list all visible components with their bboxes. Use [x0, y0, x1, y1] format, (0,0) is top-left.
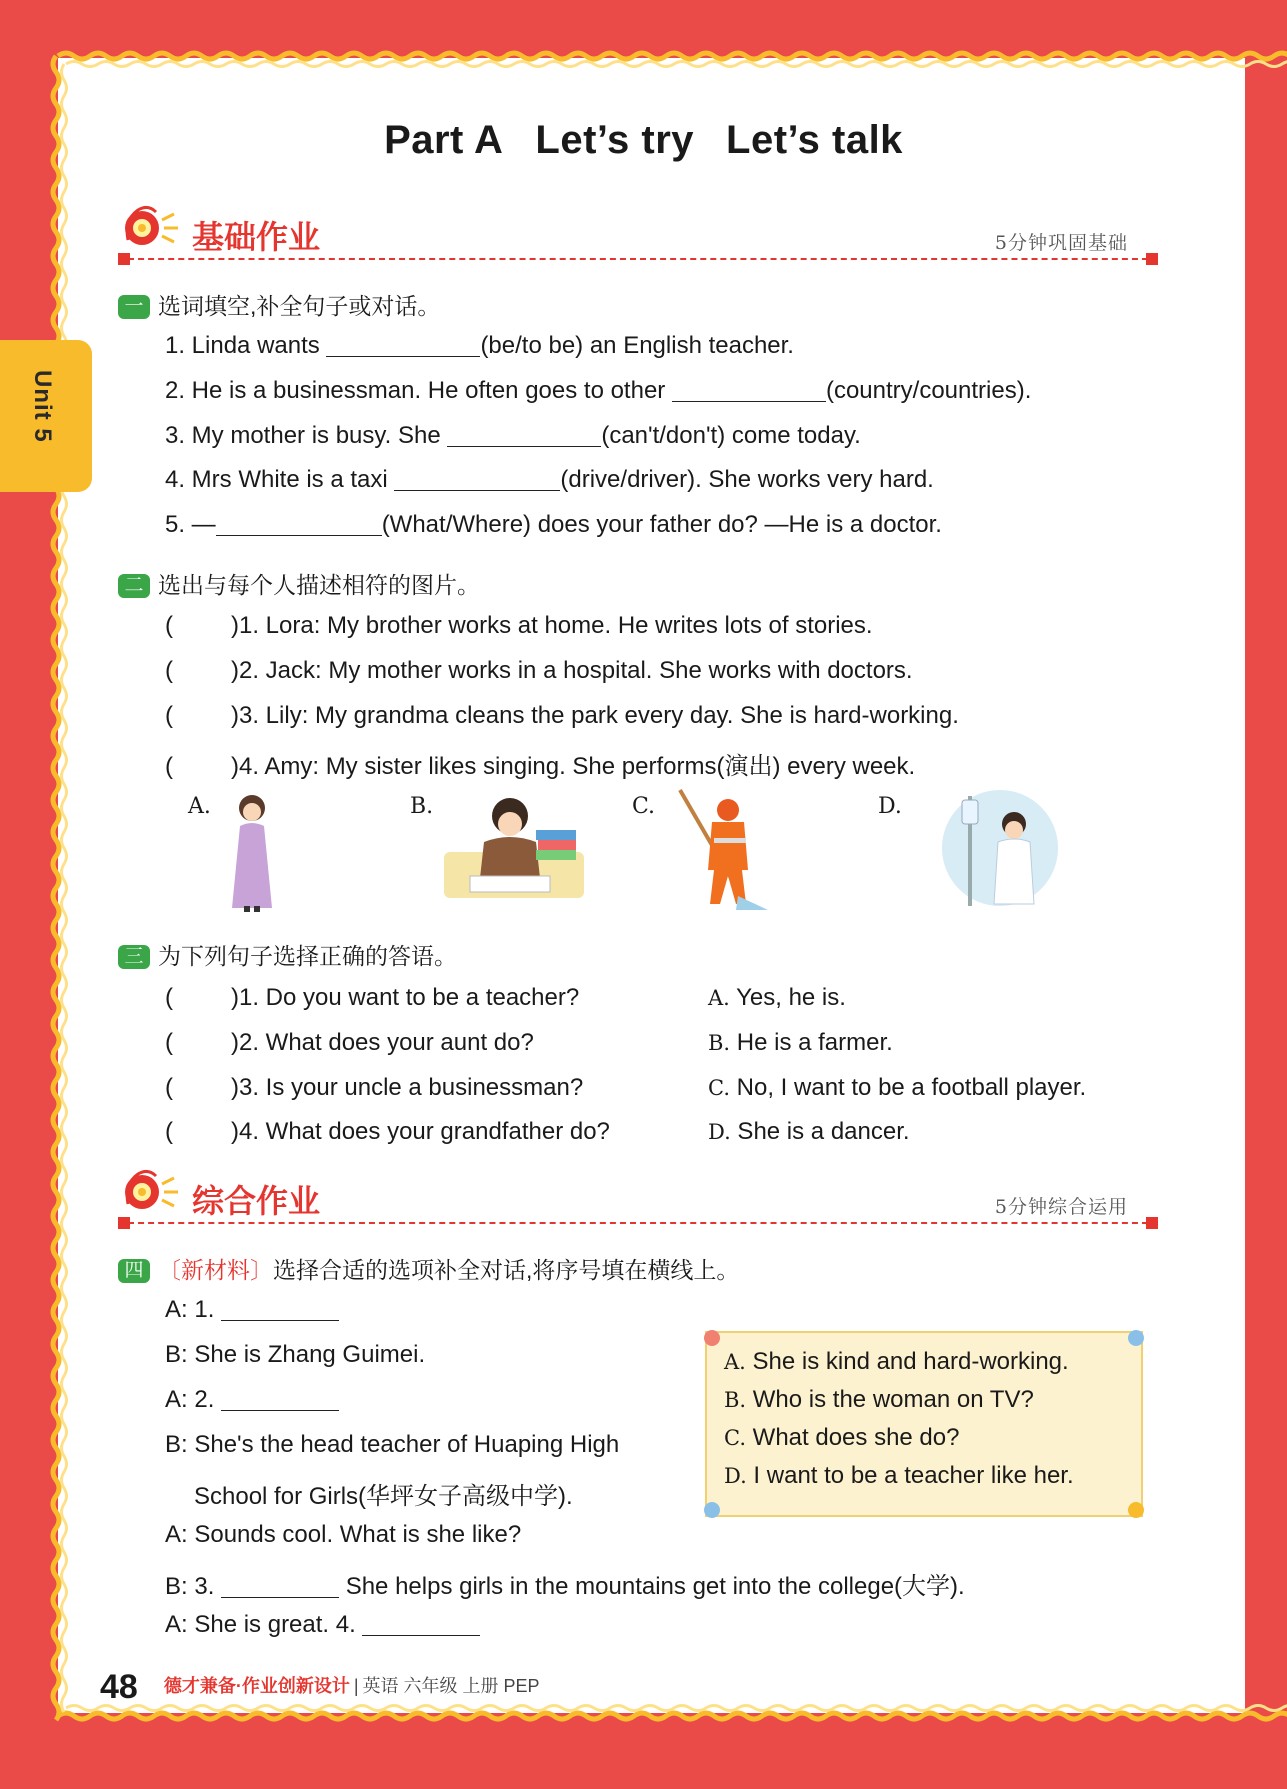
answer-paren[interactable]: (	[165, 1029, 173, 1056]
dialog-line-2: B: She is Zhang Guimei.	[165, 1341, 426, 1368]
answer-paren[interactable]: (	[165, 1074, 173, 1101]
answer-paren[interactable]: (	[165, 657, 173, 684]
footer-brand: 德才兼备·作业创新设计	[163, 1676, 350, 1696]
question-badge: 二	[118, 574, 150, 598]
q2-item-1: ( )1. Lora: My brother works at home. He writes lots of stories.	[165, 612, 873, 639]
q3-answer-d: D. She is a dancer.	[708, 1118, 910, 1145]
q1-item-2: 2. He is a businessman. He often goes to other (country/countries).	[165, 377, 1032, 404]
cleaner-picture	[676, 786, 770, 912]
answer-paren[interactable]: (	[165, 753, 173, 780]
fill-blank[interactable]	[672, 379, 826, 402]
rule-end-left	[118, 1217, 130, 1229]
answer-paren[interactable]: (	[165, 612, 173, 639]
question-3-text: 为下列句子选择正确的答语。	[158, 943, 457, 969]
dialog-line-8: A: She is great. 4.	[165, 1611, 480, 1639]
question-2-text: 选出与每个人描述相符的图片。	[158, 572, 480, 598]
fill-blank[interactable]	[221, 1575, 339, 1598]
option-d: D. I want to be a teacher like her.	[724, 1462, 1074, 1489]
option-b: B. Who is the woman on TV?	[724, 1386, 1034, 1413]
option-c: C. What does she do?	[724, 1424, 960, 1451]
unit-tab[interactable]	[0, 340, 92, 492]
rule-end-left	[118, 253, 130, 265]
dialog-line-3: A: 2.	[165, 1386, 339, 1414]
fill-blank[interactable]	[216, 513, 382, 536]
section-header-comprehensive	[118, 1170, 1158, 1230]
question-3-heading	[118, 938, 457, 971]
section-header-basic	[118, 206, 1158, 266]
question-badge: 一	[118, 295, 150, 319]
option-a: A. She is kind and hard-working.	[724, 1348, 1069, 1375]
singer-girl-picture	[222, 788, 282, 912]
footer-separator: |	[353, 1676, 359, 1696]
dialog-line-1: A: 1.	[165, 1296, 339, 1324]
q1-item-4: 4. Mrs White is a taxi (drive/driver). She works very hard.	[165, 466, 934, 493]
question-1-heading	[118, 288, 440, 321]
section-sub: 5分钟巩固基础	[994, 232, 1128, 254]
question-1-text: 选词填空,补全句子或对话。	[158, 293, 441, 319]
options-box	[706, 1332, 1142, 1516]
section-rule	[118, 1222, 1158, 1224]
picture-label-d: D.	[878, 794, 902, 819]
section-label: 综合作业	[192, 1183, 321, 1219]
answer-paren[interactable]: (	[165, 984, 173, 1011]
writer-boy-picture	[440, 792, 588, 904]
fill-blank[interactable]	[447, 424, 601, 447]
dialog-line-5: School for Girls(华坪女子高级中学).	[194, 1483, 573, 1510]
page-number: 48	[100, 1668, 138, 1706]
dialog-line-6: A: Sounds cool. What is she like?	[165, 1521, 522, 1548]
q3-answer-b: B. He is a farmer.	[708, 1029, 893, 1056]
lightbulb-icon	[118, 1164, 182, 1222]
rule-end-right	[1146, 1217, 1158, 1229]
question-2-heading	[118, 567, 480, 600]
q2-item-3: ( )3. Lily: My grandma cleans the park every day. She is hard-working.	[165, 702, 959, 729]
q3-item-2: ( )2. What does your aunt do?	[165, 1029, 534, 1056]
q1-item-1: 1. Linda wants (be/to be) an English teacher.	[165, 332, 794, 359]
q2-item-2: ( )2. Jack: My mother works in a hospital. She works with doctors.	[165, 657, 913, 684]
question-badge: 三	[118, 945, 150, 969]
section-label: 基础作业	[192, 219, 321, 255]
q1-item-3: 3. My mother is busy. She (can't/don't) come today.	[165, 422, 861, 449]
fill-blank[interactable]	[221, 1298, 339, 1321]
dialog-line-4: B: She's the head teacher of Huaping High	[165, 1431, 620, 1458]
answer-paren[interactable]: (	[165, 1118, 173, 1145]
picture-label-b: B.	[410, 794, 434, 819]
rule-end-right	[1146, 253, 1158, 265]
picture-label-c: C.	[632, 794, 656, 819]
q1-item-5: 5. — (What/Where) does your father do? —He is a doctor.	[165, 511, 942, 538]
q3-item-1: ( )1. Do you want to be a teacher?	[165, 984, 580, 1011]
fill-blank[interactable]	[394, 468, 560, 491]
question-badge: 四	[118, 1259, 150, 1283]
section-sub: 5分钟综合运用	[994, 1196, 1128, 1218]
question-4-heading	[118, 1252, 739, 1285]
answer-paren[interactable]: (	[165, 702, 173, 729]
picture-label-a: A.	[188, 794, 211, 819]
q3-item-3: ( )3. Is your uncle a businessman?	[165, 1074, 584, 1101]
q3-answer-c: C. No, I want to be a football player.	[708, 1074, 1087, 1101]
page-footer	[100, 1668, 540, 1707]
title-try: Let’s try	[535, 118, 695, 162]
unit-tab-label: Unit 5	[29, 370, 56, 443]
lightbulb-icon	[118, 200, 182, 258]
fill-blank[interactable]	[326, 334, 480, 357]
new-material-tag: 〔新材料〕	[158, 1257, 273, 1283]
fill-blank[interactable]	[221, 1388, 339, 1411]
title-part: Part A	[384, 118, 504, 162]
question-4-text: 选择合适的选项补全对话,将序号填在横线上。	[273, 1257, 740, 1283]
q3-item-4: ( )4. What does your grandfather do?	[165, 1118, 610, 1145]
dialog-line-7: B: 3. She helps girls in the mountains get into the college(大学).	[165, 1573, 965, 1600]
q2-item-4: ( )4. Amy: My sister likes singing. She performs(演出) every week.	[165, 753, 916, 780]
fill-blank[interactable]	[362, 1613, 480, 1636]
title-talk: Let’s talk	[726, 118, 903, 162]
page-title	[0, 118, 1287, 163]
q3-answer-a: A. Yes, he is.	[708, 984, 846, 1011]
footer-meta: 英语 六年级 上册 PEP	[362, 1676, 540, 1696]
section-rule	[118, 258, 1158, 260]
nurse-picture	[932, 786, 1068, 910]
